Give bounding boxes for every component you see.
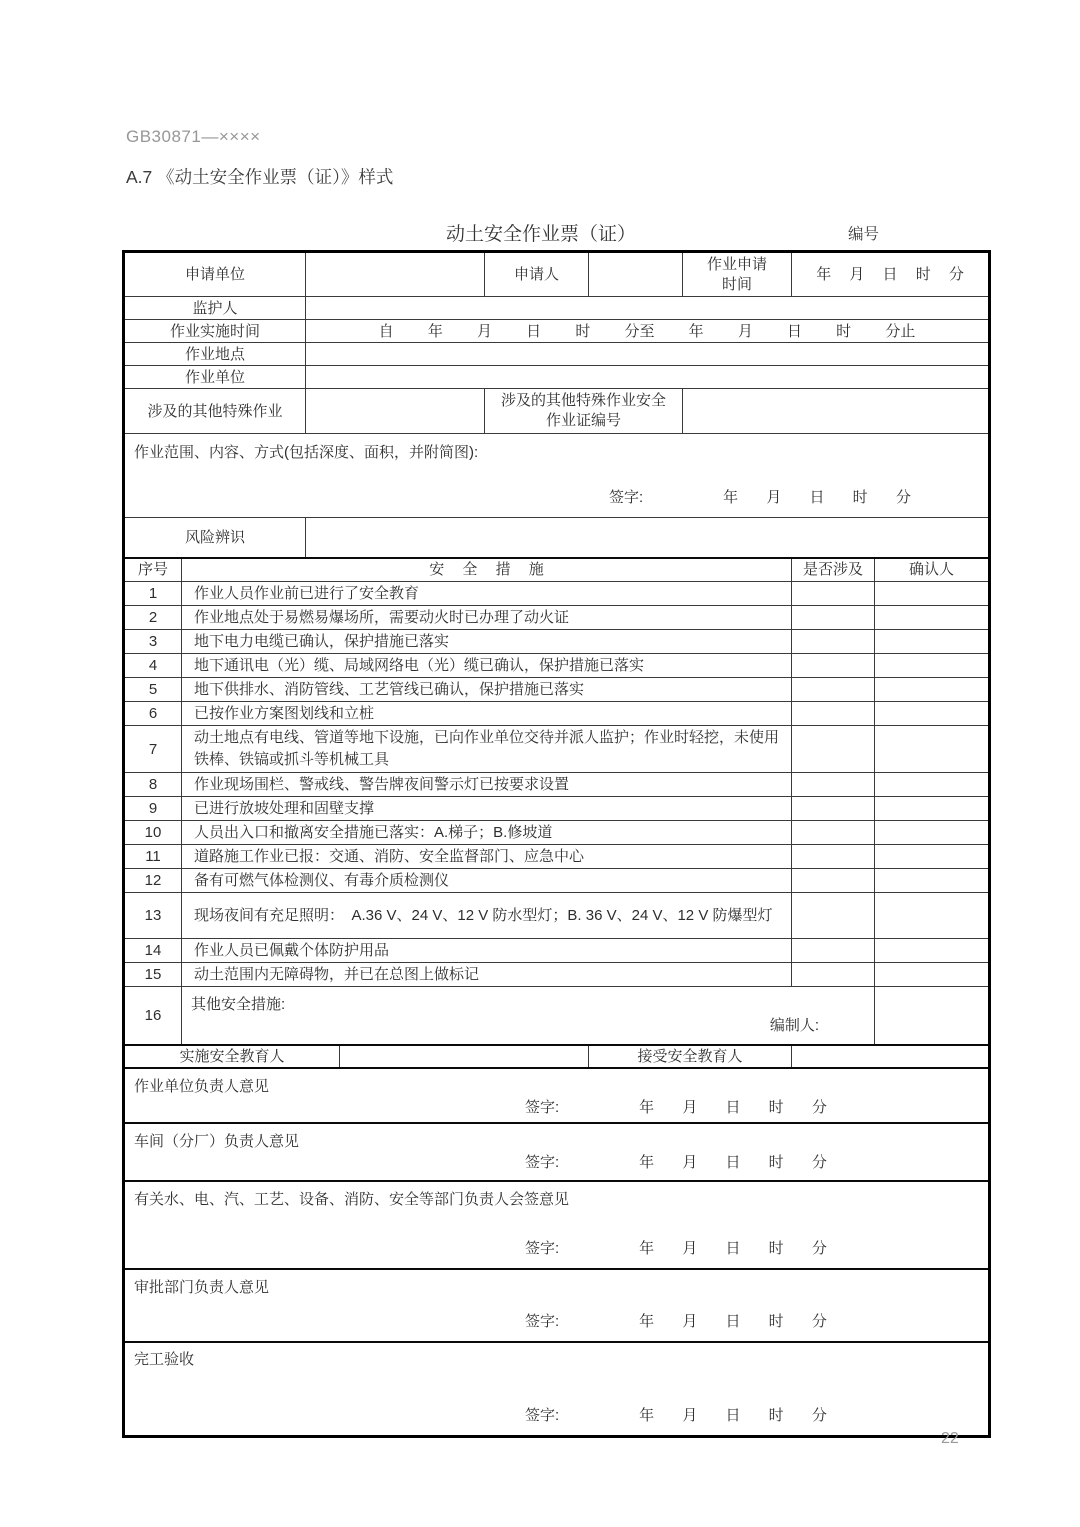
measure-confirmer bbox=[875, 963, 990, 987]
measure-confirmer bbox=[875, 869, 990, 893]
measure-involved bbox=[792, 654, 875, 678]
measure-confirmer bbox=[875, 726, 990, 773]
sign-label: 签字: bbox=[525, 1098, 560, 1116]
apply-time-value: 年 月 日 时 分 bbox=[792, 252, 990, 297]
measure-row bbox=[124, 702, 990, 726]
applicant-unit-label: 申请单位 bbox=[124, 252, 306, 297]
row-scope bbox=[124, 434, 990, 518]
signature-line bbox=[125, 1311, 988, 1339]
measure-confirmer bbox=[875, 582, 990, 606]
measure-no: 10 bbox=[124, 821, 182, 845]
measure-involved bbox=[792, 726, 875, 773]
sign-label: 签字: bbox=[525, 1407, 560, 1425]
opinion-section-completion bbox=[124, 1342, 990, 1437]
opinion-cell bbox=[124, 1269, 990, 1342]
measure-text: 作业地点处于易燃易爆场所，需要动火时已办理了动火证 bbox=[182, 606, 792, 630]
measure-no: 3 bbox=[124, 630, 182, 654]
row-work-place bbox=[124, 343, 990, 366]
receiver-label: 接受安全教育人 bbox=[589, 1045, 792, 1068]
section-title: A.7 《动土安全作业票（证）》样式 bbox=[126, 167, 394, 187]
opinion-section-workshop bbox=[124, 1123, 990, 1181]
measure-text: 动土范围内无障碍物，并已在总图上做标记 bbox=[182, 963, 792, 987]
measure-row bbox=[124, 821, 990, 845]
measure-no: 9 bbox=[124, 797, 182, 821]
row-education bbox=[124, 1045, 990, 1068]
educator-label: 实施安全教育人 bbox=[124, 1045, 340, 1068]
row-work-unit bbox=[124, 366, 990, 389]
measure-no: 2 bbox=[124, 606, 182, 630]
measure-text: 作业人员已佩戴个体防护用品 bbox=[182, 939, 792, 963]
sign-label: 签字: bbox=[525, 1153, 560, 1171]
measure-no: 12 bbox=[124, 869, 182, 893]
measure-row bbox=[124, 939, 990, 963]
opinion-label: 完工验收 bbox=[134, 1351, 195, 1369]
col-measure-header: 安 全 措 施 bbox=[182, 558, 792, 582]
measure-text: 作业现场围栏、警戒线、警告牌夜间警示灯已按要求设置 bbox=[182, 773, 792, 797]
measure-involved bbox=[792, 893, 875, 939]
signature-line bbox=[125, 1238, 988, 1266]
measure-involved bbox=[792, 773, 875, 797]
opinion-label: 有关水、电、汽、工艺、设备、消防、安全等部门负责人会签意见 bbox=[134, 1190, 570, 1208]
col-no-header: 序号 bbox=[124, 558, 182, 582]
opinion-cell bbox=[124, 1342, 990, 1437]
permit-form-table bbox=[122, 250, 991, 1438]
other-special-value bbox=[306, 389, 485, 434]
signature-line bbox=[125, 1152, 988, 1180]
measure-text: 道路施工作业已报：交通、消防、安全监督部门、应急中心 bbox=[182, 845, 792, 869]
measure-confirmer bbox=[875, 939, 990, 963]
measure-row bbox=[124, 630, 990, 654]
sign-date: 年 月 日 时 分 bbox=[639, 1153, 827, 1171]
measure-row bbox=[124, 963, 990, 987]
other-special-cert-value bbox=[683, 389, 990, 434]
measure-involved bbox=[792, 702, 875, 726]
preparer-label: 编制人: bbox=[769, 1017, 820, 1035]
measure-involved bbox=[792, 582, 875, 606]
measures-header-row bbox=[124, 558, 990, 582]
measure-row bbox=[124, 726, 990, 773]
work-place-label: 作业地点 bbox=[124, 343, 306, 366]
signature-line bbox=[125, 487, 988, 515]
opinion-label: 审批部门负责人意见 bbox=[134, 1278, 270, 1296]
measure-row bbox=[124, 845, 990, 869]
measure-row bbox=[124, 582, 990, 606]
signature-line bbox=[125, 1097, 988, 1123]
col-involved-header: 是否涉及 bbox=[792, 558, 875, 582]
row-applicant bbox=[124, 252, 990, 297]
work-time-label: 作业实施时间 bbox=[124, 320, 306, 343]
apply-time-label: 作业申请时间 bbox=[683, 252, 792, 297]
measure-no: 5 bbox=[124, 678, 182, 702]
measure-row bbox=[124, 654, 990, 678]
row-guardian bbox=[124, 297, 990, 320]
measure-row bbox=[124, 797, 990, 821]
measure-confirmer bbox=[875, 702, 990, 726]
measure-confirmer bbox=[875, 678, 990, 702]
measure-row bbox=[124, 678, 990, 702]
measure-row bbox=[124, 893, 990, 939]
work-time-value: 自 年 月 日 时 分至 年 月 日 时 分止 bbox=[306, 320, 990, 343]
opinion-label: 车间（分厂）负责人意见 bbox=[134, 1132, 300, 1150]
measure-row bbox=[124, 869, 990, 893]
measure-row bbox=[124, 773, 990, 797]
scope-cell bbox=[124, 434, 990, 518]
work-unit-value bbox=[306, 366, 990, 389]
risk-label: 风险辨识 bbox=[124, 518, 306, 558]
work-place-value bbox=[306, 343, 990, 366]
measure-no: 6 bbox=[124, 702, 182, 726]
opinion-label: 作业单位负责人意见 bbox=[134, 1077, 270, 1095]
opinion-section-work-unit bbox=[124, 1068, 990, 1123]
other-special-cert-label: 涉及的其他特殊作业安全作业证编号 bbox=[485, 389, 683, 434]
doc-code: GB30871—×××× bbox=[126, 127, 261, 146]
row-risk bbox=[124, 518, 990, 558]
measure-no: 8 bbox=[124, 773, 182, 797]
sign-date: 年 月 日 时 分 bbox=[639, 1098, 827, 1116]
other-measures-label: 其他安全措施: bbox=[191, 996, 286, 1014]
measure-no: 11 bbox=[124, 845, 182, 869]
form-number-label: 编号 bbox=[848, 226, 880, 243]
measure-confirmer bbox=[875, 630, 990, 654]
measure-row bbox=[124, 606, 990, 630]
measure-confirmer bbox=[875, 654, 990, 678]
page-number: 22 bbox=[941, 1430, 959, 1447]
measure-confirmer bbox=[875, 797, 990, 821]
opinion-cell bbox=[124, 1181, 990, 1269]
measure-text: 现场夜间有充足照明： A.36 V、24 V、12 V 防水型灯；B. 36 V、24 V、12 V 防爆型灯 bbox=[182, 893, 792, 939]
form-title-bar bbox=[122, 219, 988, 247]
educator-value bbox=[340, 1045, 589, 1068]
scope-label: 作业范围、内容、方式(包括深度、面积，并附简图): bbox=[134, 443, 479, 461]
measure-text: 已按作业方案图划线和立桩 bbox=[182, 702, 792, 726]
opinion-cell bbox=[124, 1068, 990, 1123]
other-special-label: 涉及的其他特殊作业 bbox=[124, 389, 306, 434]
measure-text: 作业人员作业前已进行了安全教育 bbox=[182, 582, 792, 606]
opinion-section-departments bbox=[124, 1181, 990, 1269]
sign-date: 年 月 日 时 分 bbox=[639, 1407, 827, 1425]
measure-no: 1 bbox=[124, 582, 182, 606]
risk-value bbox=[306, 518, 990, 558]
measure-text: 地下供排水、消防管线、工艺管线已确认，保护措施已落实 bbox=[182, 678, 792, 702]
other-measures-cell bbox=[182, 987, 875, 1045]
measure-confirmer bbox=[875, 845, 990, 869]
measure-confirmer bbox=[875, 606, 990, 630]
work-unit-label: 作业单位 bbox=[124, 366, 306, 389]
guardian-label: 监护人 bbox=[124, 297, 306, 320]
row-other-measures bbox=[124, 987, 990, 1045]
sign-label: 签字: bbox=[525, 1239, 560, 1257]
opinion-cell bbox=[124, 1123, 990, 1181]
sign-date: 年 月 日 时 分 bbox=[639, 1239, 827, 1257]
row-other-special bbox=[124, 389, 990, 434]
measure-involved bbox=[792, 678, 875, 702]
other-measures-confirmer bbox=[875, 987, 990, 1045]
measure-involved bbox=[792, 845, 875, 869]
measure-text: 动土地点有电线、管道等地下设施，已向作业单位交待并派人监护；作业时轻挖，未使用铁棒、铁镐或抓斗等机械工具 bbox=[182, 726, 792, 773]
measure-involved bbox=[792, 797, 875, 821]
sign-date: 年 月 日 时 分 bbox=[723, 488, 911, 506]
guardian-value bbox=[306, 297, 990, 320]
measure-no: 13 bbox=[124, 893, 182, 939]
measure-involved bbox=[792, 869, 875, 893]
measure-no: 4 bbox=[124, 654, 182, 678]
measure-confirmer bbox=[875, 773, 990, 797]
col-confirmer-header: 确认人 bbox=[875, 558, 990, 582]
measure-confirmer bbox=[875, 893, 990, 939]
signature-line bbox=[125, 1405, 988, 1433]
measure-text: 人员出入口和撤离安全措施已落实：A.梯子；B.修坡道 bbox=[182, 821, 792, 845]
measure-involved bbox=[792, 630, 875, 654]
row-work-time bbox=[124, 320, 990, 343]
measure-confirmer bbox=[875, 821, 990, 845]
applicant-value bbox=[589, 252, 683, 297]
sign-label: 签字: bbox=[525, 1312, 560, 1330]
measure-no: 7 bbox=[124, 726, 182, 773]
measure-involved bbox=[792, 821, 875, 845]
other-measures-no: 16 bbox=[124, 987, 182, 1045]
applicant-label: 申请人 bbox=[485, 252, 589, 297]
measure-involved bbox=[792, 963, 875, 987]
measure-text: 备有可燃气体检测仪、有毒介质检测仪 bbox=[182, 869, 792, 893]
form-title: 动土安全作业票（证） bbox=[445, 224, 636, 245]
measure-involved bbox=[792, 606, 875, 630]
receiver-value bbox=[792, 1045, 990, 1068]
sign-label: 签字: bbox=[609, 488, 644, 506]
measure-text: 已进行放坡处理和固壁支撑 bbox=[182, 797, 792, 821]
applicant-unit-value bbox=[306, 252, 485, 297]
opinion-section-approval bbox=[124, 1269, 990, 1342]
measure-text: 地下电力电缆已确认，保护措施已落实 bbox=[182, 630, 792, 654]
measure-involved bbox=[792, 939, 875, 963]
sign-date: 年 月 日 时 分 bbox=[639, 1312, 827, 1330]
measure-no: 14 bbox=[124, 939, 182, 963]
measure-no: 15 bbox=[124, 963, 182, 987]
measure-text: 地下通讯电（光）缆、局域网络电（光）缆已确认，保护措施已落实 bbox=[182, 654, 792, 678]
